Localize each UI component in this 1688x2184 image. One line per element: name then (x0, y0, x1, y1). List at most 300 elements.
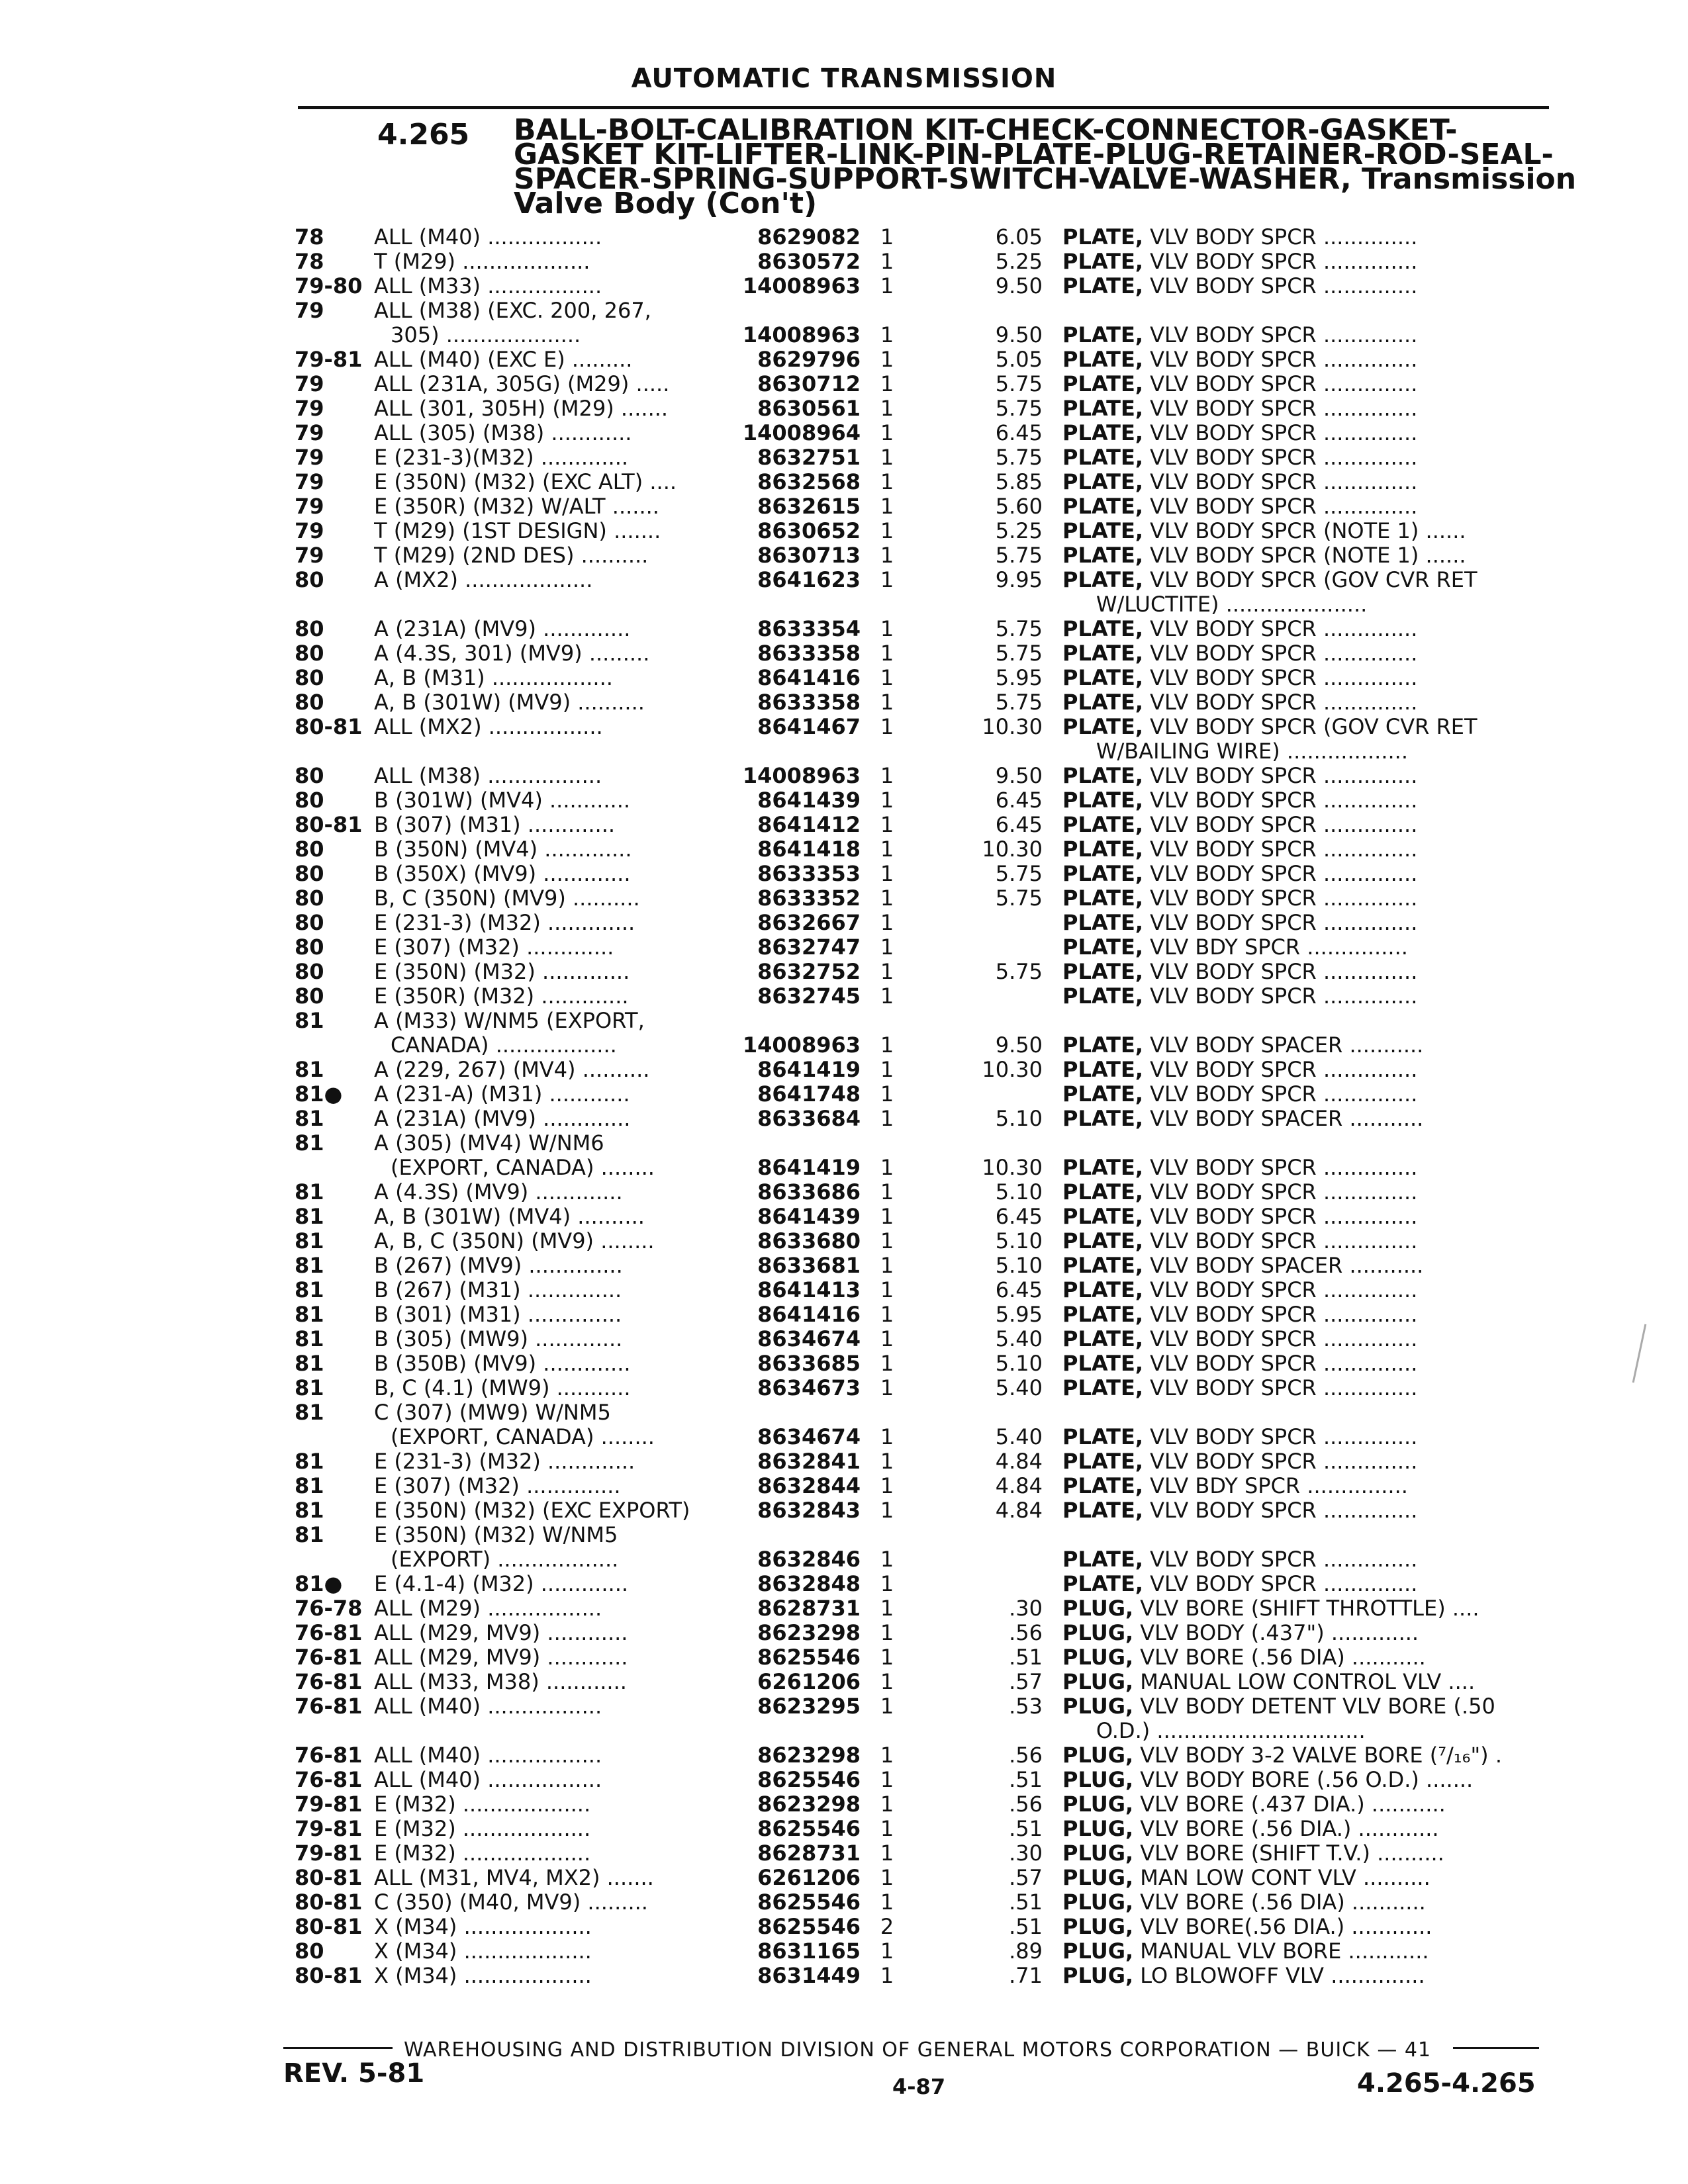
description-text: VLV BODY SPCR .............. (1143, 1058, 1418, 1082)
part-number-cell: 8632841 (757, 1449, 861, 1474)
description-keyword: PLUG, (1062, 1890, 1134, 1915)
quantity-cell: 1 (880, 1474, 894, 1498)
application-cell: B (350N) (MV4) ............. (374, 837, 632, 862)
description-keyword: PLATE, (1062, 1278, 1143, 1302)
description-keyword: PLUG, (1062, 1915, 1134, 1939)
description-cell (1062, 1205, 1549, 1229)
price-cell: 5.75 (995, 641, 1043, 666)
description-keyword: PLATE, (1062, 788, 1143, 813)
price-cell: 6.45 (995, 1278, 1043, 1302)
price-cell: 5.25 (995, 519, 1043, 543)
description-cell (1062, 1474, 1549, 1498)
description-cell (1062, 1376, 1549, 1400)
table-row (0, 788, 1688, 813)
year-cell: 80 (295, 911, 324, 935)
quantity-cell: 1 (880, 1302, 894, 1327)
price-cell: .51 (1009, 1915, 1043, 1939)
description-cell (1062, 347, 1549, 372)
table-row (0, 568, 1688, 592)
quantity-cell: 1 (880, 1547, 894, 1572)
part-number-cell: 8632846 (757, 1547, 861, 1572)
revision-label: REV. 5-81 (283, 2058, 425, 2089)
part-number-cell: 8630572 (757, 250, 861, 274)
description-text: VLV BODY SPACER ........... (1143, 1033, 1424, 1058)
price-cell: 5.10 (995, 1253, 1043, 1278)
table-row (0, 1645, 1688, 1670)
description-keyword: PLUG, (1062, 1939, 1134, 1964)
table-row (0, 1694, 1688, 1719)
application-cell: ALL (M40) ................. (374, 1694, 602, 1719)
quantity-cell: 1 (880, 715, 894, 739)
description-text: VLV BODY SPCR .............. (1143, 421, 1418, 445)
description-cell (1062, 1768, 1549, 1792)
description-keyword: PLATE, (1062, 470, 1143, 494)
part-number-cell: 8630652 (757, 519, 861, 543)
description-cell (1062, 1253, 1549, 1278)
part-number-cell: 8632568 (757, 470, 861, 494)
description-cell (1062, 935, 1549, 960)
description-cell (1062, 960, 1549, 984)
table-row (0, 1327, 1688, 1351)
year-cell: 79-81 (295, 1841, 363, 1866)
quantity-cell: 1 (880, 960, 894, 984)
description-keyword: PLATE, (1062, 1058, 1143, 1082)
year-cell: 80 (295, 837, 324, 862)
description-cell (1062, 1033, 1549, 1058)
price-cell: 5.75 (995, 445, 1043, 470)
table-row (0, 813, 1688, 837)
table-row (0, 494, 1688, 519)
application-cell: E (231-3) (M32) ............. (374, 911, 635, 935)
description-cell (1062, 421, 1549, 445)
description-keyword: PLATE, (1062, 1572, 1143, 1596)
quantity-cell: 1 (880, 1792, 894, 1817)
quantity-cell: 1 (880, 1645, 894, 1670)
description-keyword: PLATE, (1062, 323, 1143, 347)
price-cell: 9.95 (995, 568, 1043, 592)
part-number-cell: 8641439 (757, 788, 861, 813)
price-cell: 5.25 (995, 250, 1043, 274)
description-cell (1062, 1792, 1549, 1817)
year-cell: 80 (295, 960, 324, 984)
year-cell: 79 (295, 298, 324, 323)
application-cell: ALL (M31, MV4, MX2) ....... (374, 1866, 654, 1890)
year-cell: 81 (295, 1327, 324, 1351)
application-cell: ALL (M40) (EXC E) ......... (374, 347, 633, 372)
part-number-cell: 8630713 (757, 543, 861, 568)
year-cell: 79-80 (295, 274, 363, 298)
section-title-line: Valve Body (Con't) (514, 187, 818, 220)
application-cell: A, B (M31) .................. (374, 666, 613, 690)
price-cell: .56 (1009, 1743, 1043, 1768)
year-cell: 79 (295, 372, 324, 396)
table-row (0, 935, 1688, 960)
price-cell: 5.75 (995, 617, 1043, 641)
description-text: VLV BODY SPCR .............. (1143, 1376, 1418, 1400)
description-cell (1062, 1596, 1549, 1621)
quantity-cell: 1 (880, 1278, 894, 1302)
table-row (0, 886, 1688, 911)
description-text: VLV BODY SPCR (NOTE 1) ...... (1143, 543, 1466, 568)
description-text: VLV BODY SPCR .............. (1143, 764, 1418, 788)
table-row (0, 250, 1688, 274)
description-text: VLV BODY SPCR .............. (1143, 1498, 1418, 1523)
part-number-cell: 8625546 (757, 1768, 861, 1792)
page-header-title: AUTOMATIC TRANSMISSION (631, 64, 1057, 94)
quantity-cell: 1 (880, 1866, 894, 1890)
part-number-cell: 8628731 (757, 1596, 861, 1621)
part-number-cell: 8641412 (757, 813, 861, 837)
description-text: VLV BODY SPCR .............. (1143, 1229, 1418, 1253)
price-cell: 10.30 (982, 837, 1043, 862)
description-text: VLV BODY SPCR .............. (1143, 1302, 1418, 1327)
application-cell: A (231A) (MV9) ............. (374, 617, 631, 641)
table-row (0, 1915, 1688, 1939)
year-cell: 81 (295, 1009, 324, 1033)
section-title (514, 113, 1577, 220)
header-rule (298, 106, 1549, 109)
description-cell (1062, 1327, 1549, 1351)
application-cell: ALL (MX2) ................. (374, 715, 603, 739)
description-cell (1062, 1866, 1549, 1890)
description-text: LO BLOWOFF VLV .............. (1133, 1964, 1425, 1988)
description-cell (1062, 274, 1549, 298)
description-cell (1062, 1915, 1549, 1939)
part-number-cell: 8634674 (757, 1425, 861, 1449)
description-keyword: PLATE, (1062, 886, 1143, 911)
part-number-cell: 8641418 (757, 837, 861, 862)
part-number-cell: 8629082 (757, 225, 861, 250)
year-cell: 81 (295, 1205, 324, 1229)
table-row (0, 1376, 1688, 1400)
year-cell: 76-81 (295, 1743, 363, 1768)
part-number-cell: 14008963 (742, 274, 861, 298)
table-row (0, 862, 1688, 886)
part-number-cell: 8634674 (757, 1327, 861, 1351)
description-cell (1062, 1841, 1549, 1866)
table-row (0, 1082, 1688, 1107)
year-cell: 76-81 (295, 1621, 363, 1645)
price-cell: .30 (1009, 1841, 1043, 1866)
application-cell: B (305) (MW9) ............. (374, 1327, 623, 1351)
description-text: VLV BODY SPCR .............. (1143, 862, 1418, 886)
year-cell: 81 (295, 1474, 324, 1498)
year-cell: 76-81 (295, 1694, 363, 1719)
year-cell: 81 (295, 1376, 324, 1400)
description-keyword: PLATE, (1062, 764, 1143, 788)
price-cell: 5.75 (995, 372, 1043, 396)
table-row (0, 1351, 1688, 1376)
price-cell: .56 (1009, 1621, 1043, 1645)
price-cell: 5.40 (995, 1376, 1043, 1400)
quantity-cell: 1 (880, 666, 894, 690)
description-text: VLV BODY SPCR .............. (1143, 690, 1418, 715)
description-text: VLV BORE (SHIFT THROTTLE) .... (1133, 1596, 1479, 1621)
part-number-cell: 8632747 (757, 935, 861, 960)
description-cell (1062, 1743, 1549, 1768)
description-keyword: PLUG, (1062, 1596, 1134, 1621)
description-keyword: PLATE, (1062, 1449, 1143, 1474)
part-number-cell: 8633353 (757, 862, 861, 886)
table-row (0, 1866, 1688, 1890)
part-number-cell: 8632751 (757, 445, 861, 470)
quantity-cell: 1 (880, 1890, 894, 1915)
description-text: VLV BODY SPCR .............. (1143, 1351, 1418, 1376)
parts-table (0, 225, 1688, 1988)
quantity-cell: 1 (880, 470, 894, 494)
part-number-cell: 8632752 (757, 960, 861, 984)
part-number-cell: 8633680 (757, 1229, 861, 1253)
price-cell: .53 (1009, 1694, 1043, 1719)
table-row (0, 421, 1688, 445)
description-keyword: PLATE, (1062, 1205, 1143, 1229)
application-cell: B (307) (M31) ............. (374, 813, 616, 837)
description-keyword: PLATE, (1062, 911, 1143, 935)
part-number-cell: 8631449 (757, 1964, 861, 1988)
description-cell (1062, 1278, 1549, 1302)
quantity-cell: 2 (880, 1915, 894, 1939)
description-cell (1062, 1670, 1549, 1694)
description-text: VLV BODY SPCR .............. (1143, 617, 1418, 641)
year-cell: 81● (295, 1572, 343, 1596)
part-number-cell: 14008963 (742, 1033, 861, 1058)
application-cell: B, C (350N) (MV9) .......... (374, 886, 640, 911)
description-keyword: PLATE, (1062, 445, 1143, 470)
table-row (0, 1400, 1688, 1425)
application-cell: E (231-3) (M32) ............. (374, 1449, 635, 1474)
application-cell: E (M32) ................... (374, 1841, 591, 1866)
table-row (0, 1449, 1688, 1474)
year-cell: 79 (295, 494, 324, 519)
table-row (0, 1009, 1688, 1033)
quantity-cell: 1 (880, 837, 894, 862)
part-number-cell: 8633684 (757, 1107, 861, 1131)
quantity-cell: 1 (880, 1670, 894, 1694)
quantity-cell: 1 (880, 519, 894, 543)
application-cell: B (301W) (MV4) ............ (374, 788, 631, 813)
quantity-cell: 1 (880, 1351, 894, 1376)
table-row (0, 666, 1688, 690)
price-cell: 10.30 (982, 1058, 1043, 1082)
description-text: VLV BODY SPCR .............. (1143, 911, 1418, 935)
part-number-cell: 8629796 (757, 347, 861, 372)
price-cell: 9.50 (995, 274, 1043, 298)
price-cell: .57 (1009, 1670, 1043, 1694)
part-number-cell: 8641623 (757, 568, 861, 592)
description-keyword: PLATE, (1062, 1302, 1143, 1327)
application-cell: E (M32) ................... (374, 1792, 591, 1817)
part-number-cell: 8632848 (757, 1572, 861, 1596)
application-cell: X (M34) ................... (374, 1915, 592, 1939)
price-cell: 6.45 (995, 421, 1043, 445)
description-text: VLV BODY SPCR .............. (1143, 372, 1418, 396)
application-cell: X (M34) ................... (374, 1964, 592, 1988)
year-cell: 80 (295, 935, 324, 960)
description-cell (1062, 1107, 1549, 1131)
description-cell (1062, 568, 1549, 592)
quantity-cell: 1 (880, 641, 894, 666)
quantity-cell: 1 (880, 984, 894, 1009)
description-keyword: PLUG, (1062, 1645, 1134, 1670)
application-cell: ALL (M40) ................. (374, 1768, 602, 1792)
part-number-cell: 8625546 (757, 1890, 861, 1915)
quantity-cell: 1 (880, 494, 894, 519)
description-cell (1062, 617, 1549, 641)
description-keyword: PLATE, (1062, 837, 1143, 862)
description-keyword: PLATE, (1062, 1498, 1143, 1523)
year-cell: 80 (295, 1939, 324, 1964)
description-keyword: PLUG, (1062, 1964, 1134, 1988)
description-text: VLV BODY 3-2 VALVE BORE (⁷/₁₆") . (1133, 1743, 1502, 1768)
part-number-cell: 8623295 (757, 1694, 861, 1719)
table-row (0, 372, 1688, 396)
description-cell (1062, 1964, 1549, 1988)
description-text: VLV BODY SPCR (GOV CVR RET (1143, 568, 1477, 592)
quantity-cell: 1 (880, 1572, 894, 1596)
description-text: VLV BODY SPCR .............. (1143, 1082, 1418, 1107)
description-keyword: PLATE, (1062, 494, 1143, 519)
description-keyword: PLATE, (1062, 1376, 1143, 1400)
table-row (0, 1768, 1688, 1792)
year-cell: 76-78 (295, 1596, 363, 1621)
table-row (0, 1621, 1688, 1645)
description-keyword: PLATE, (1062, 641, 1143, 666)
description-cell (1062, 788, 1549, 813)
application-cell: T (M29) (1ST DESIGN) ....... (374, 519, 661, 543)
description-text: VLV BORE (SHIFT T.V.) .......... (1133, 1841, 1444, 1866)
part-number-cell: 8641419 (757, 1156, 861, 1180)
part-number-cell: 8628731 (757, 1841, 861, 1866)
description-keyword: PLATE, (1062, 225, 1143, 250)
description-cell (1062, 1547, 1549, 1572)
description-cell (1062, 1719, 1549, 1743)
description-text: VLV BODY SPCR .............. (1143, 225, 1418, 250)
description-text: VLV BODY DETENT VLV BORE (.50 (1133, 1694, 1495, 1719)
quantity-cell: 1 (880, 568, 894, 592)
application-cell: ALL (M33) ................. (374, 274, 602, 298)
application-cell: ALL (301, 305H) (M29) ....... (374, 396, 669, 421)
price-cell: .57 (1009, 1866, 1043, 1890)
table-row (0, 1156, 1688, 1180)
price-cell: 5.40 (995, 1425, 1043, 1449)
application-cell: E (350N) (M32) ............. (374, 960, 630, 984)
year-cell: 79 (295, 543, 324, 568)
year-cell: 81 (295, 1449, 324, 1474)
description-keyword: PLATE, (1062, 1425, 1143, 1449)
description-keyword: PLATE, (1062, 1229, 1143, 1253)
description-text: VLV BODY SPCR .............. (1143, 641, 1418, 666)
table-row (0, 960, 1688, 984)
price-cell: 5.95 (995, 666, 1043, 690)
description-cell (1062, 372, 1549, 396)
year-cell: 79-81 (295, 1817, 363, 1841)
price-cell: 5.10 (995, 1180, 1043, 1205)
part-number-cell: 8630712 (757, 372, 861, 396)
year-cell: 80 (295, 690, 324, 715)
part-number-cell: 8623298 (757, 1743, 861, 1768)
application-cell: A (4.3S, 301) (MV9) ......... (374, 641, 650, 666)
description-cell (1062, 1621, 1549, 1645)
description-keyword: PLATE, (1062, 1082, 1143, 1107)
description-keyword: PLATE, (1062, 1351, 1143, 1376)
table-row (0, 323, 1688, 347)
price-cell: .56 (1009, 1792, 1043, 1817)
price-cell: 5.10 (995, 1351, 1043, 1376)
description-text: VLV BODY (.437") ............. (1133, 1621, 1419, 1645)
description-cell (1062, 1351, 1549, 1376)
part-number-cell: 14008963 (742, 323, 861, 347)
quantity-cell: 1 (880, 396, 894, 421)
quantity-cell: 1 (880, 543, 894, 568)
description-keyword: PLATE, (1062, 960, 1143, 984)
application-cell: A (M33) W/NM5 (EXPORT, (374, 1009, 645, 1033)
price-cell: .89 (1009, 1939, 1043, 1964)
description-cell (1062, 543, 1549, 568)
description-cell (1062, 641, 1549, 666)
description-cell (1062, 1939, 1549, 1964)
table-row (0, 1719, 1688, 1743)
price-cell: 6.05 (995, 225, 1043, 250)
year-cell: 79-81 (295, 347, 363, 372)
description-keyword: PLATE, (1062, 568, 1143, 592)
description-text: VLV BODY SPCR .............. (1143, 960, 1418, 984)
year-cell: 80 (295, 568, 324, 592)
application-cell: ALL (231A, 305G) (M29) ..... (374, 372, 670, 396)
price-cell: .30 (1009, 1596, 1043, 1621)
application-cell: E (350N) (M32) (EXC ALT) .... (374, 470, 677, 494)
description-cell (1062, 1645, 1549, 1670)
description-text: VLV BODY SPCR .............. (1143, 323, 1418, 347)
description-cell (1062, 984, 1549, 1009)
quantity-cell: 1 (880, 1694, 894, 1719)
part-number-cell: 8623298 (757, 1621, 861, 1645)
price-cell: .51 (1009, 1817, 1043, 1841)
section-title-line: BALL-BOLT-CALIBRATION KIT-CHECK-CONNECTOR-GASKET- (514, 113, 1458, 147)
application-cell: ALL (305) (M38) ............ (374, 421, 632, 445)
year-cell: 81 (295, 1229, 324, 1253)
year-cell: 81 (295, 1351, 324, 1376)
part-number-cell: 14008963 (742, 764, 861, 788)
table-row (0, 445, 1688, 470)
description-keyword: PLUG, (1062, 1841, 1134, 1866)
description-cell (1062, 1229, 1549, 1253)
description-text: VLV BODY SPCR .............. (1143, 837, 1418, 862)
year-cell: 80 (295, 984, 324, 1009)
footer-rule-right (1453, 2047, 1539, 2049)
application-cell: (EXPORT) .................. (391, 1547, 619, 1572)
description-keyword: PLUG, (1062, 1768, 1134, 1792)
description-text: MANUAL VLV BORE ............ (1133, 1939, 1429, 1964)
application-cell: E (4.1-4) (M32) ............. (374, 1572, 629, 1596)
part-number-cell: 8633685 (757, 1351, 861, 1376)
year-cell: 79 (295, 519, 324, 543)
table-row (0, 1058, 1688, 1082)
table-row (0, 347, 1688, 372)
quantity-cell: 1 (880, 886, 894, 911)
description-keyword: PLATE, (1062, 347, 1143, 372)
description-cell (1062, 862, 1549, 886)
quantity-cell: 1 (880, 421, 894, 445)
quantity-cell: 1 (880, 1964, 894, 1988)
table-row (0, 690, 1688, 715)
description-cell (1062, 1180, 1549, 1205)
quantity-cell: 1 (880, 1082, 894, 1107)
description-cell (1062, 764, 1549, 788)
description-keyword: PLATE, (1062, 1474, 1143, 1498)
description-cell (1062, 1694, 1549, 1719)
year-cell: 81 (295, 1498, 324, 1523)
footer-division-text: WAREHOUSING AND DISTRIBUTION DIVISION OF GENERAL MOTORS CORPORATION — BUICK — 41 (404, 2038, 1432, 2062)
